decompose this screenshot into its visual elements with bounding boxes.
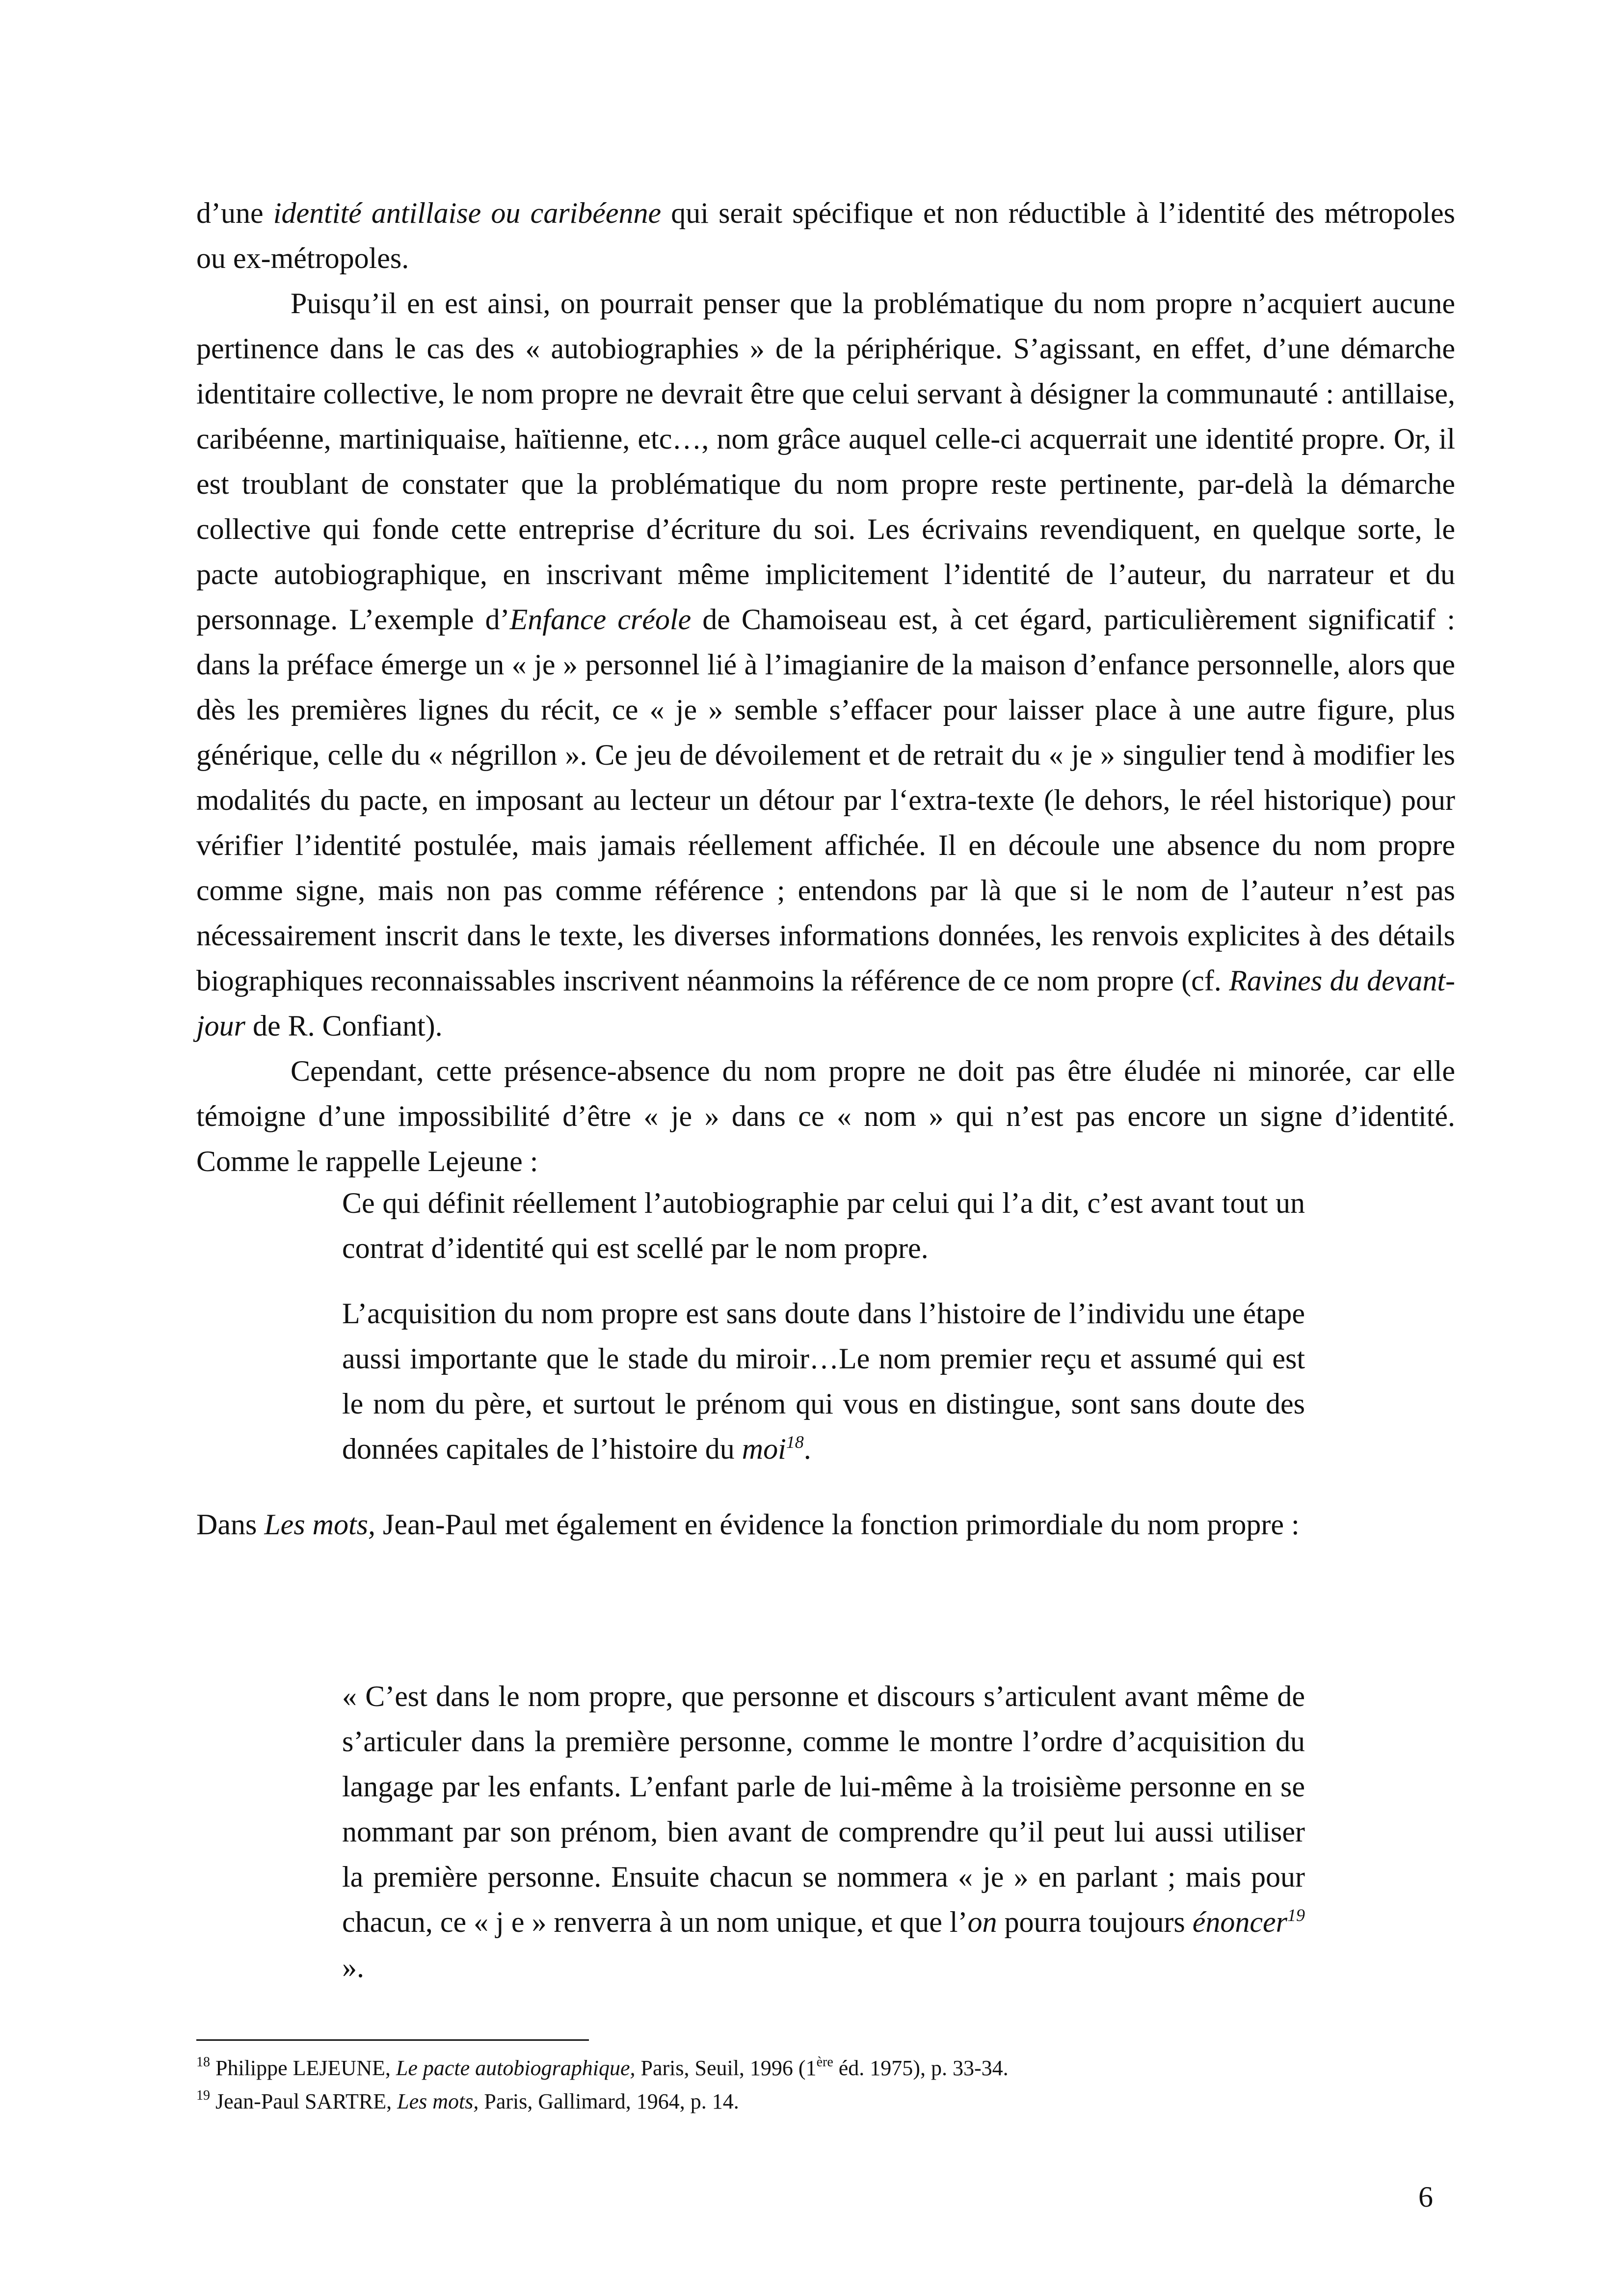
text-run: ». [342, 1951, 364, 1983]
quote-paragraph [342, 1180, 1305, 1271]
italic-text: Ravines du devant-jour [196, 964, 1456, 1042]
italic-text: Enfance créole [509, 603, 692, 636]
text-run: de R. Confiant). [245, 1010, 443, 1042]
text-run: Cependant, cette présence-absence du nom propre ne doit pas être éludée ni minorée, car elle témoigne d’une impossibilité d’être « je » dans ce « nom » qui n’est pas encore un signe d’identité. Comme le rappelle Lejeune : [196, 1055, 1455, 1177]
block-quote-lejeune-1 [342, 1180, 1305, 1271]
italic-text: énoncer [1192, 1906, 1287, 1938]
text-run: pourra toujours [997, 1906, 1193, 1938]
text-run: Paris, Gallimard, 1964, p. 14. [479, 2089, 739, 2113]
footnote-18 [196, 2052, 1009, 2085]
italic-text: on [967, 1906, 997, 1938]
footnote-ref: 19 [196, 2088, 210, 2103]
body-text [196, 190, 1455, 1184]
footnote-separator [196, 2039, 589, 2041]
italic-text: Les mots, [264, 1508, 376, 1541]
bridge-paragraph [196, 1502, 1308, 1547]
text-run: Jean-Paul SARTRE, [210, 2089, 398, 2113]
footnote-ref: 19 [1287, 1905, 1305, 1925]
footnote-19 [196, 2085, 739, 2118]
footnote-ref: ère [816, 2055, 833, 2070]
text-run: . [803, 1433, 811, 1465]
paragraph [196, 281, 1455, 1048]
text-run: éd. 1975), p. 33-34. [833, 2056, 1009, 2080]
footnote-ref: 18 [786, 1432, 804, 1452]
block-quote-sartre [342, 1674, 1305, 1990]
italic-text: Les mots, [397, 2089, 479, 2113]
text-run: Puisqu’il en est ainsi, on pourrait penser que la problématique du nom propre n’acquiert aucune pertinence dans le cas des « autobiographies » de la périphérique. S’agissant, en effet, d’une démarche identitaire collective, le nom propre ne devrait être que celui servant à désigner la communauté : antillaise, caribéenne, martiniquaise, haïtienne, etc…, nom grâce auquel celle-ci acquerrait une identité propre. Or, il est troublant de constater que la problématique du nom propre reste pertinente, par-delà la démarche collective qui fonde cette entreprise d’écriture du soi. Les écrivains revendiquent, en quelque sorte, le pacte autobiographique, en inscrivant même implicitement l’identité de l’auteur, du narrateur et du personnage. L’exemple d’ [196, 287, 1455, 636]
text-run: « C’est dans le nom propre, que personne et discours s’articulent avant même de s’articuler dans la première personne, comme le montre l’ordre d’acquisition du langage par les enfants. L’enfant parle de lui-même à la troisième personne en se nommant par son prénom, bien avant de comprendre qu’il peut lui aussi utiliser la première personne. Ensuite chacun se nommera « je » en parlant ; mais pour chacun, ce « j e » renverra à un nom unique, et que l’ [342, 1680, 1305, 1938]
text-run: de Chamoiseau est, à cet égard, particulièrement significatif : dans la préface émerge un « je » personnel lié à l’imagianire de la maison d’enfance personnelle, alors que dès les premières lignes du récit, ce « je » semble s’effacer pour laisser place à une autre figure, plus générique, celle du « négrillon ». Ce jeu de dévoilement et de retrait du « je » singulier tend à modifier les modalités du pacte, en imposant au lecteur un détour par l‘extra-texte (le dehors, le réel historique) pour vérifier l’identité postulée, mais jamais réellement affichée. Il en découle une absence du nom propre comme signe, mais non pas comme référence ; entendons par là que si le nom de l’auteur n’est pas nécessairement inscrit dans le texte, les diverses informations données, les renvois explicites à des détails biographiques reconnaissables inscrivent néanmoins la référence de ce nom propre (cf. [196, 603, 1456, 997]
quote-paragraph [342, 1291, 1305, 1471]
footnote-ref: 18 [196, 2055, 210, 2070]
paragraph [196, 1048, 1455, 1184]
text-run: L’acquisition du nom propre est sans doute dans l’histoire de l’individu une étape aussi importante que le stade du miroir…Le nom premier reçu et assumé qui est le nom du père, et surtout le prénom qui vous en distingue, sont sans doute des données capitales de l’histoire du [342, 1297, 1305, 1465]
page-number: 6 [1418, 2181, 1433, 2213]
text-run: Paris, Seuil, 1996 (1 [635, 2056, 817, 2080]
paragraph [196, 1502, 1308, 1547]
text-run: Dans [196, 1508, 265, 1541]
italic-text: moi [742, 1433, 786, 1465]
block-quote-lejeune-2 [342, 1291, 1305, 1471]
text-run: qui serait spécifique et non réductible à l’identité des métropoles ou ex-métropoles. [196, 197, 1455, 274]
text-run: d’une [196, 197, 273, 229]
text-run: Philippe LEJEUNE, [210, 2056, 396, 2080]
paragraph [196, 190, 1455, 281]
italic-text: Le pacte autobiographique, [396, 2056, 636, 2080]
text-run: Jean-Paul met également en évidence la fonction primordiale du nom propre : [375, 1508, 1300, 1541]
quote-paragraph [342, 1674, 1305, 1990]
text-run: Ce qui définit réellement l’autobiographie par celui qui l’a dit, c’est avant tout un contrat d’identité qui est scellé par le nom propre. [342, 1187, 1305, 1264]
italic-text: identité antillaise ou caribéenne [273, 197, 662, 229]
